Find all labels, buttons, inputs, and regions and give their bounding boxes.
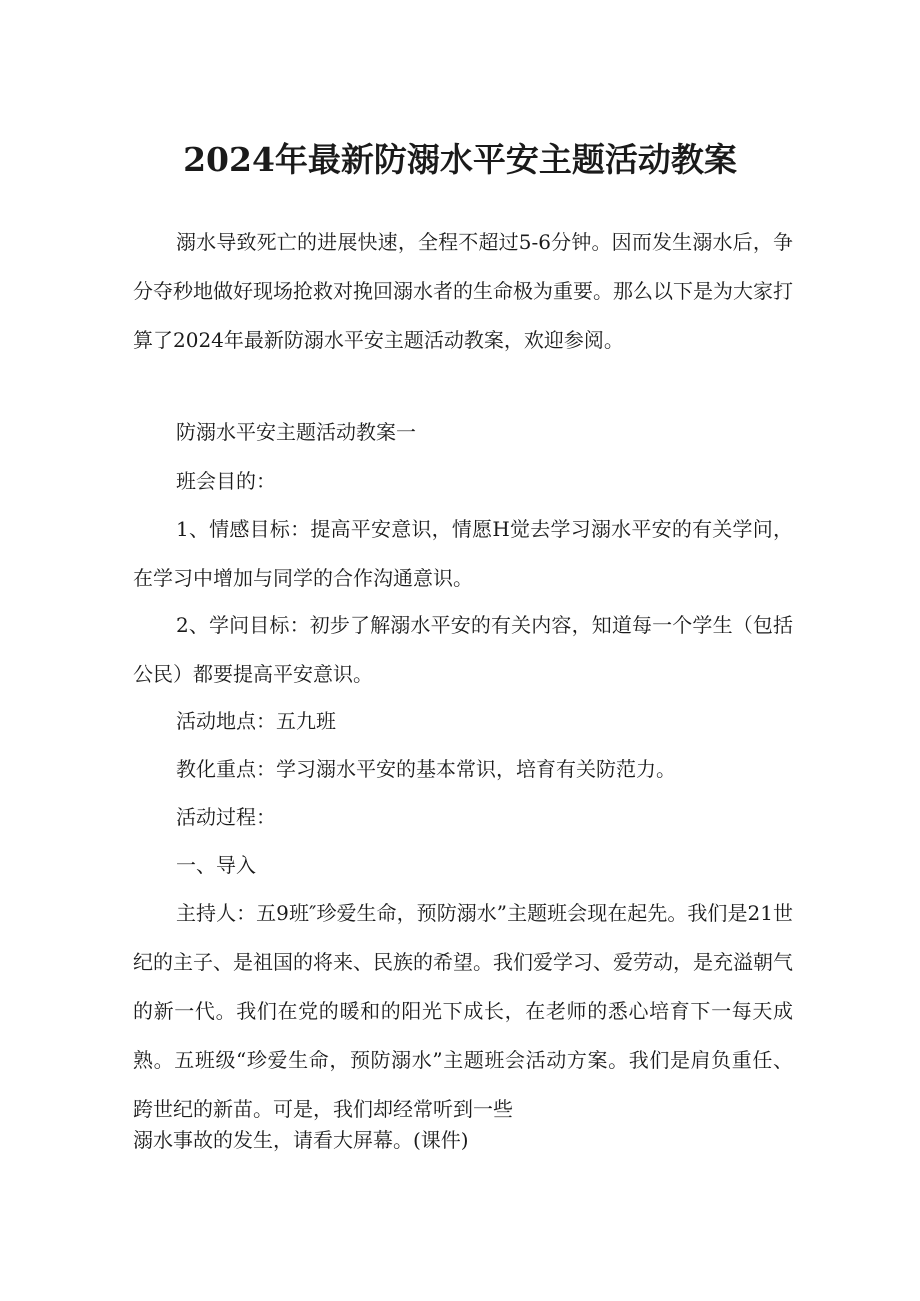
closing-line: 溺水事故的发生，请看大屏幕。(课件) [133,1128,469,1152]
section-heading: 防溺水平安主题活动教案一 [176,420,416,444]
step-intro: 一、导入 [176,853,256,877]
document-title: 2024年最新防溺水平安主题活动教案 [183,140,737,179]
intro-paragraph: 溺水导致死亡的进展快速，全程不超过5-6分钟。因而发生溺水后，争分夺秒地做好现场抢救对挽回溺水者的生命极为重要。那么以下是为大家打算了2024年最新防溺水平安主题活动教案，欢迎参阅。 [133,230,793,352]
activity-location: 活动地点：五九班 [176,709,336,733]
teaching-focus: 教化重点：学习溺水平安的基本常识，培育有关防范力。 [176,757,676,781]
goal-emotion: 1、情感目标：提高平安意识，情愿H觉去学习溺水平安的有关学问，在学习中增加与同学的合作沟通意识。 [133,517,793,590]
host-paragraph: 主持人：五9班″珍爱生命，预防溺水”主题班会现在起先。我们是21世纪的主子、是祖国的将来、民族的希望。我们爱学习、爱劳动，是充溢朝气的新一代。我们在党的暖和的阳光下成长，在老师的悉心培育下一每天成熟。五班级“珍爱生命，预防溺水”主题班会活动方案。我们是肩负重任、跨世纪的新苗。可是，我们却经常听到一些 [133,901,793,1121]
process-label: 活动过程： [176,805,276,829]
goal-label: 班会目的： [176,469,276,493]
goal-knowledge: 2、学问目标：初步了解溺水平安的有关内容，知道每一个学生（包括公民）都要提高平安意识。 [133,613,793,686]
